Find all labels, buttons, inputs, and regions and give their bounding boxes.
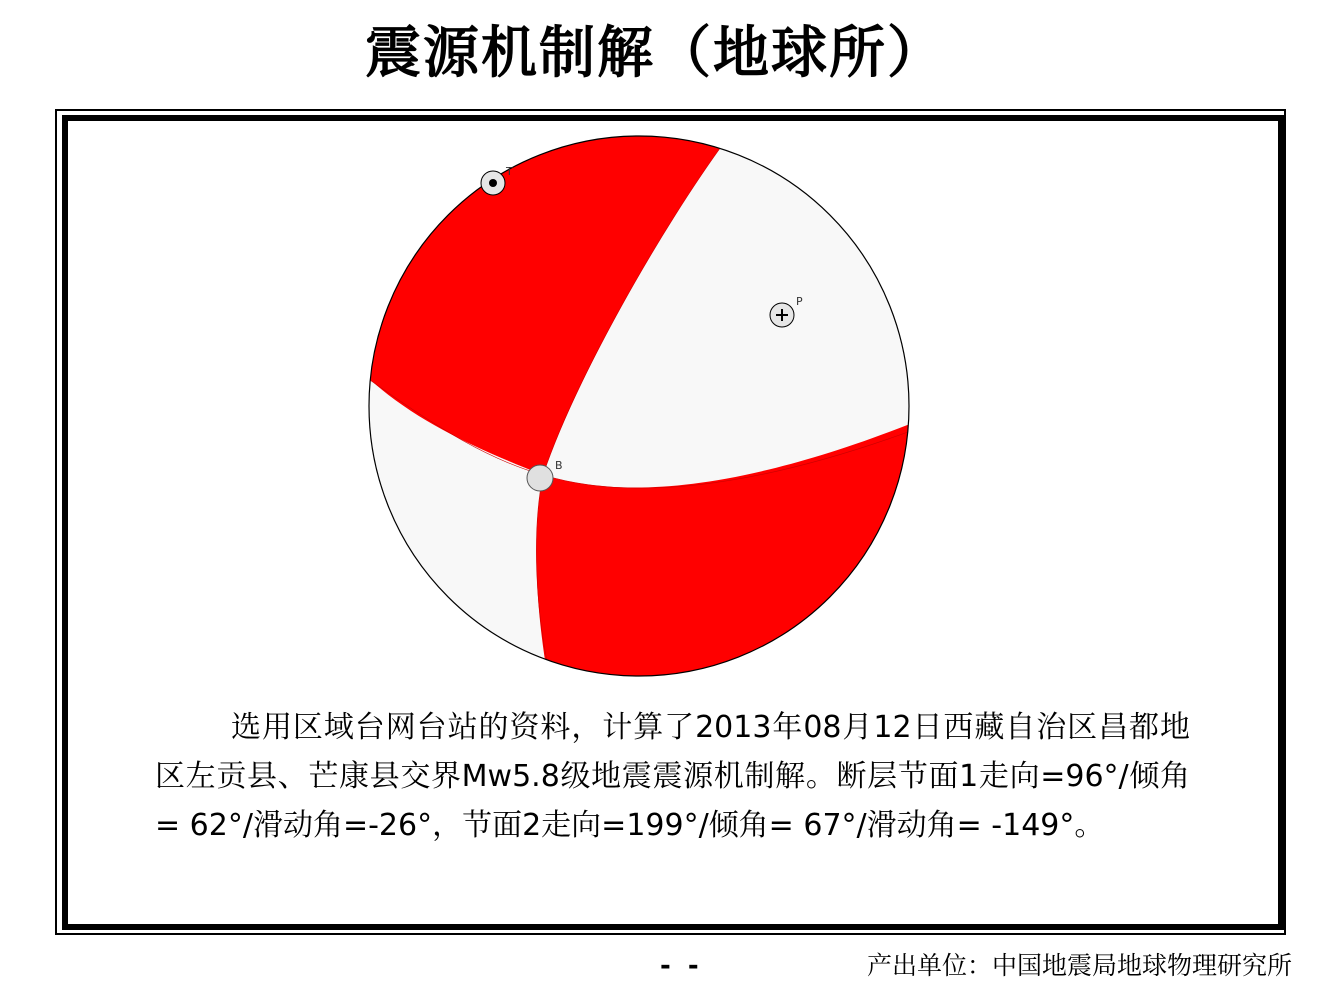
p-axis-label: P: [796, 295, 803, 308]
producer-credit: 产出单位：中国地震局地球物理研究所: [866, 951, 1292, 980]
b-axis-label: B: [555, 459, 563, 472]
page-number: - -: [660, 951, 703, 981]
t-axis-label: T: [506, 165, 513, 178]
mechanism-description: [155, 703, 1190, 850]
focal-mechanism-beachball: [360, 130, 920, 690]
page-title: 震源机制解（地球所）: [365, 21, 945, 86]
description-text: 选用区域台网台站的资料，计算了2013年08月12日西藏自治区昌都地区左贡县、芒康县交界Mw5.8级地震震源机制解。断层节面1走向=96°/倾角= 62°/滑动角=-26°，节面2走向=199°/倾角= 67°/滑动角= -149°。: [155, 710, 1190, 843]
